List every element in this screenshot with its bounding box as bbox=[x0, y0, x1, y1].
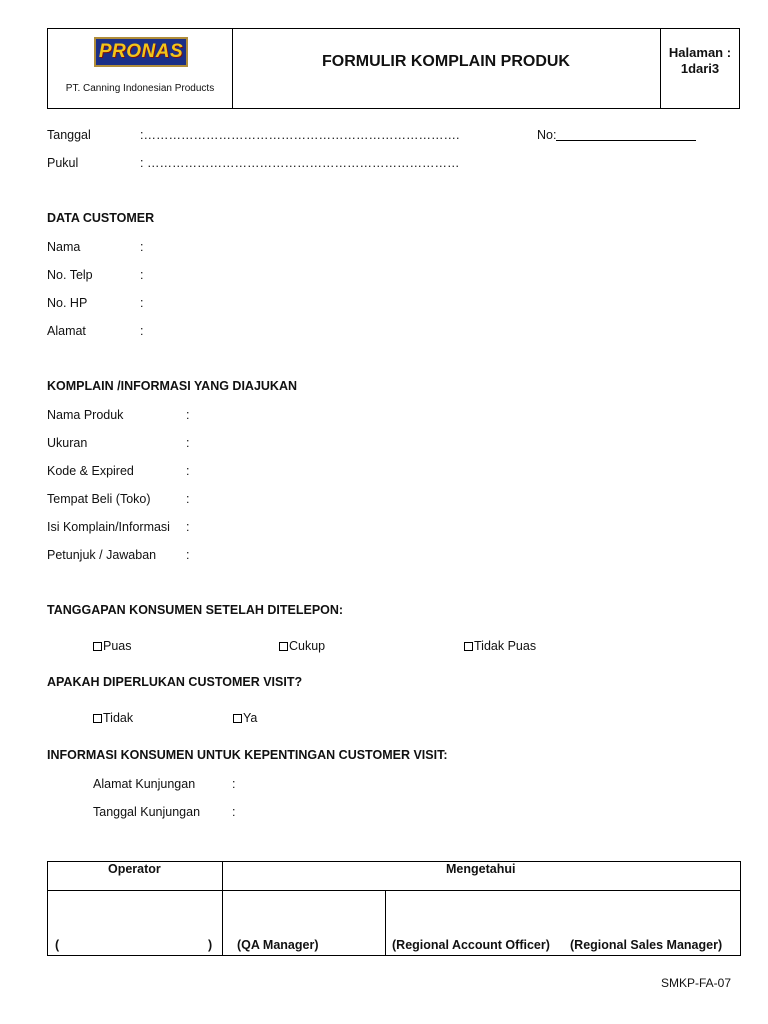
pronas-logo: PRONAS bbox=[94, 37, 188, 67]
kode-expired-label: Kode & Expired bbox=[47, 464, 134, 478]
form-header bbox=[47, 28, 740, 109]
tempat-beli-colon: : bbox=[186, 492, 190, 506]
response-heading: TANGGAPAN KONSUMEN SETELAH DITELEPON: bbox=[47, 603, 344, 617]
form-title: FORMULIR KOMPLAIN PRODUK bbox=[322, 53, 570, 70]
document-code: SMKP-FA-07 bbox=[660, 976, 731, 990]
signature-table bbox=[47, 861, 741, 956]
divider bbox=[48, 890, 740, 891]
option-puas[interactable]: Puas bbox=[93, 639, 132, 653]
petunjuk-label: Petunjuk / Jawaban bbox=[47, 548, 157, 562]
operator-header: Operator bbox=[108, 862, 161, 876]
nama-label: Nama bbox=[47, 240, 81, 254]
company-name: PT. Canning Indonesian Products bbox=[65, 83, 215, 94]
visit-info-heading: INFORMASI KONSUMEN UNTUK KEPENTINGAN CUSTOMER VISIT: bbox=[47, 748, 448, 762]
option-cukup[interactable]: Cukup bbox=[279, 639, 325, 653]
checkbox-icon bbox=[93, 642, 102, 651]
nama-produk-label: Nama Produk bbox=[47, 408, 124, 422]
alamat-label: Alamat bbox=[47, 324, 86, 338]
alamat-kunjungan-colon: : bbox=[232, 777, 236, 791]
header-logo-cell bbox=[48, 29, 233, 108]
operator-paren-close: ) bbox=[208, 938, 213, 952]
page-indicator bbox=[660, 45, 740, 77]
header-page-cell bbox=[660, 29, 740, 108]
nama-colon: : bbox=[140, 240, 144, 254]
pukul-label: Pukul bbox=[47, 156, 79, 170]
regional-sales-manager-signature: (Regional Sales Manager) bbox=[570, 938, 723, 952]
page-value: 1dari3 bbox=[680, 61, 720, 76]
complaint-heading: KOMPLAIN /INFORMASI YANG DIAJUKAN bbox=[47, 379, 298, 393]
header-title-cell bbox=[232, 29, 661, 108]
checkbox-icon bbox=[279, 642, 288, 651]
customer-heading: DATA CUSTOMER bbox=[47, 211, 155, 225]
no-line bbox=[556, 128, 696, 141]
tanggal-kunjungan-colon: : bbox=[232, 805, 236, 819]
nama-produk-colon: : bbox=[186, 408, 190, 422]
no-field[interactable] bbox=[537, 128, 696, 142]
alamat-kunjungan-label: Alamat Kunjungan bbox=[93, 777, 196, 791]
alamat-colon: : bbox=[140, 324, 144, 338]
regional-account-officer-signature: (Regional Account Officer) bbox=[392, 938, 550, 952]
page-label: Halaman : bbox=[668, 45, 732, 60]
divider bbox=[222, 862, 223, 955]
hp-colon: : bbox=[140, 296, 144, 310]
tanggal-kunjungan-label: Tanggal Kunjungan bbox=[93, 805, 201, 819]
no-label: No: bbox=[537, 128, 557, 142]
tempat-beli-label: Tempat Beli (Toko) bbox=[47, 492, 151, 506]
tanggal-label: Tanggal bbox=[47, 128, 91, 142]
tanggal-field[interactable]: :…………………………………………………………………. bbox=[140, 128, 460, 142]
operator-paren-open: ( bbox=[55, 938, 60, 952]
kode-expired-colon: : bbox=[186, 464, 190, 478]
divider bbox=[385, 890, 386, 956]
checkbox-icon bbox=[233, 714, 242, 723]
option-tidak[interactable]: Tidak bbox=[93, 711, 133, 725]
telp-colon: : bbox=[140, 268, 144, 282]
pukul-field[interactable]: : ………………………………………………………………… bbox=[140, 156, 460, 170]
option-tidak-puas[interactable]: Tidak Puas bbox=[464, 639, 536, 653]
petunjuk-colon: : bbox=[186, 548, 190, 562]
hp-label: No. HP bbox=[47, 296, 88, 310]
ukuran-colon: : bbox=[186, 436, 190, 450]
isi-komplain-colon: : bbox=[186, 520, 190, 534]
checkbox-icon bbox=[464, 642, 473, 651]
ukuran-label: Ukuran bbox=[47, 436, 88, 450]
isi-komplain-label: Isi Komplain/Informasi bbox=[47, 520, 170, 534]
telp-label: No. Telp bbox=[47, 268, 93, 282]
option-ya[interactable]: Ya bbox=[233, 711, 257, 725]
checkbox-icon bbox=[93, 714, 102, 723]
visit-needed-heading: APAKAH DIPERLUKAN CUSTOMER VISIT? bbox=[47, 675, 303, 689]
qa-manager-signature: (QA Manager) bbox=[237, 938, 319, 952]
mengetahui-header: Mengetahui bbox=[446, 862, 516, 876]
